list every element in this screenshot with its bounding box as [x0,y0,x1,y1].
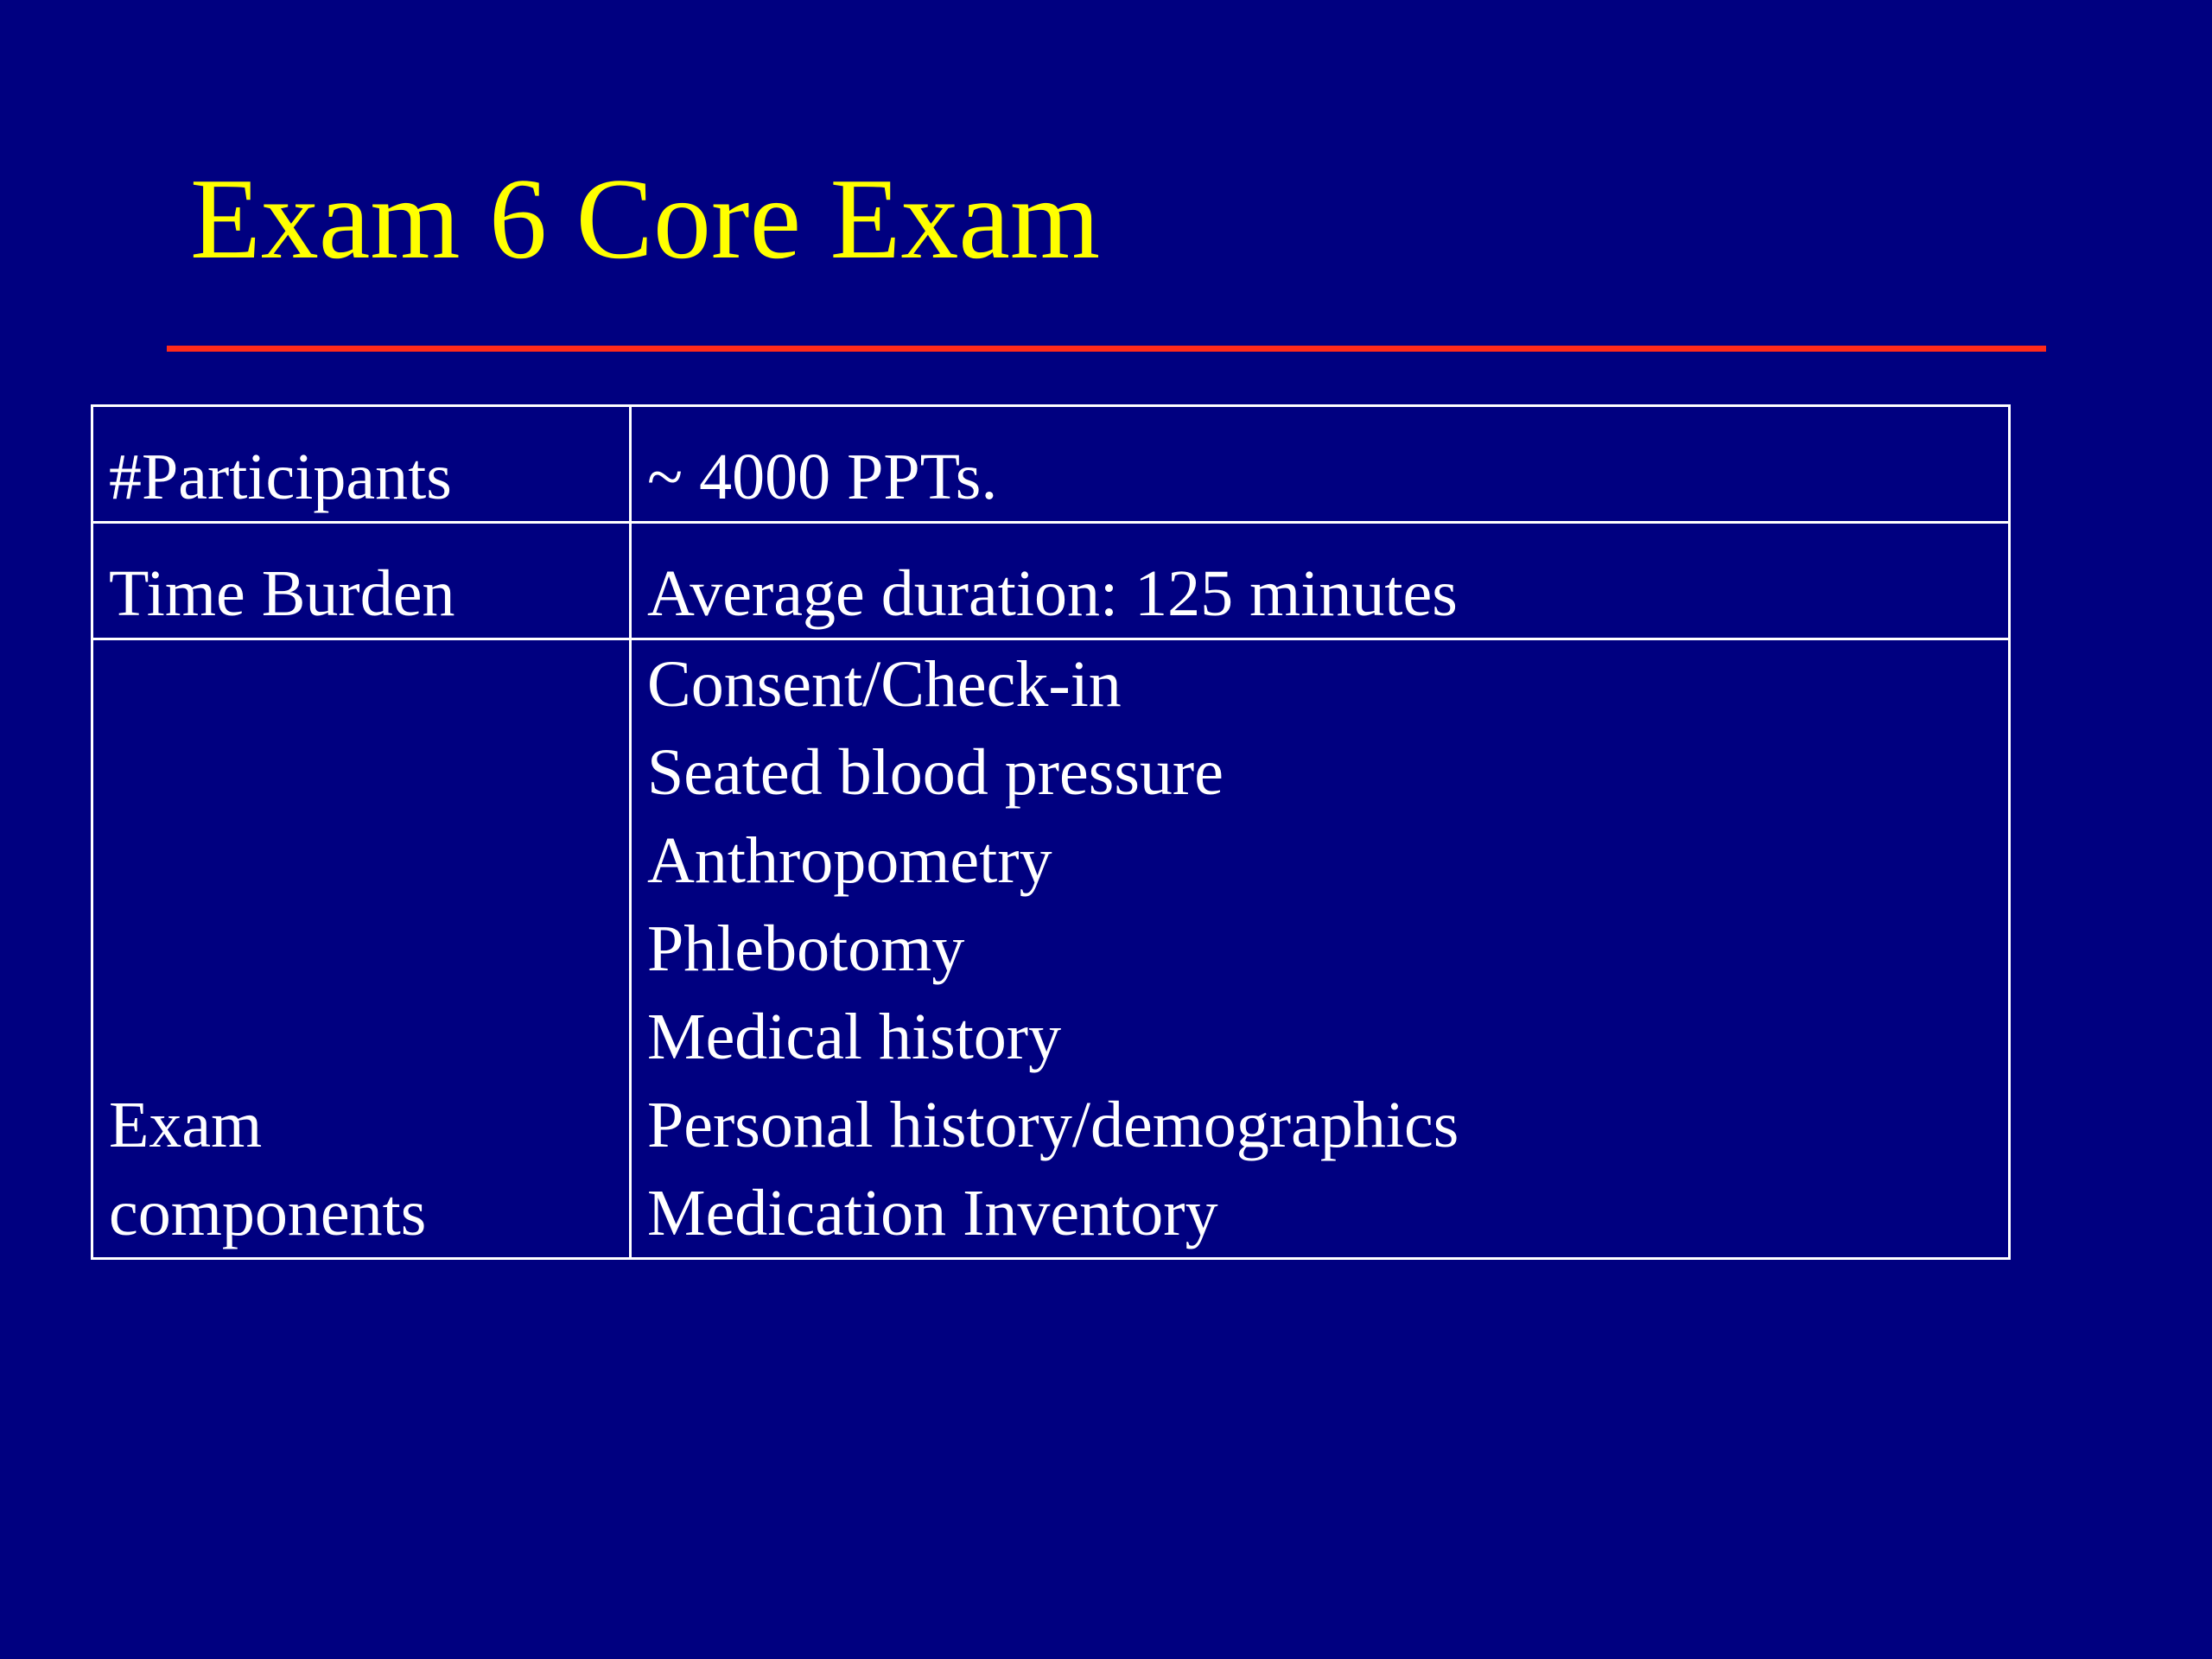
slide-title: Exam 6 Core Exam [190,155,1101,283]
participants-label: #Participants [92,406,631,523]
exam-components-list [631,639,2010,1259]
exam-component-item: Phlebotomy [647,912,965,985]
participants-value: ~ 4000 PPTs. [631,406,2010,523]
info-table [91,404,2011,1260]
exam-component-item: Medication Inventory [647,1177,1218,1249]
table-row-participants [92,406,2010,523]
title-divider [167,346,2046,352]
time-burden-label: Time Burden [92,523,631,639]
table-row-time-burden [92,523,2010,639]
time-burden-value: Average duration: 125 minutes [631,523,2010,639]
exam-components-label [92,639,631,1259]
exam-components-label-line: Exam [109,1089,263,1161]
exam-component-item: Medical history [647,1001,1062,1073]
exam-component-item: Personal history/demographics [647,1089,1459,1161]
table-row-exam-components [92,639,2010,1259]
exam-components-label-line: components [109,1177,427,1249]
exam-component-item: Consent/Check-in [647,648,1122,721]
exam-component-item: Seated blood pressure [647,736,1224,809]
exam-component-item: Anthropometry [647,824,1052,897]
